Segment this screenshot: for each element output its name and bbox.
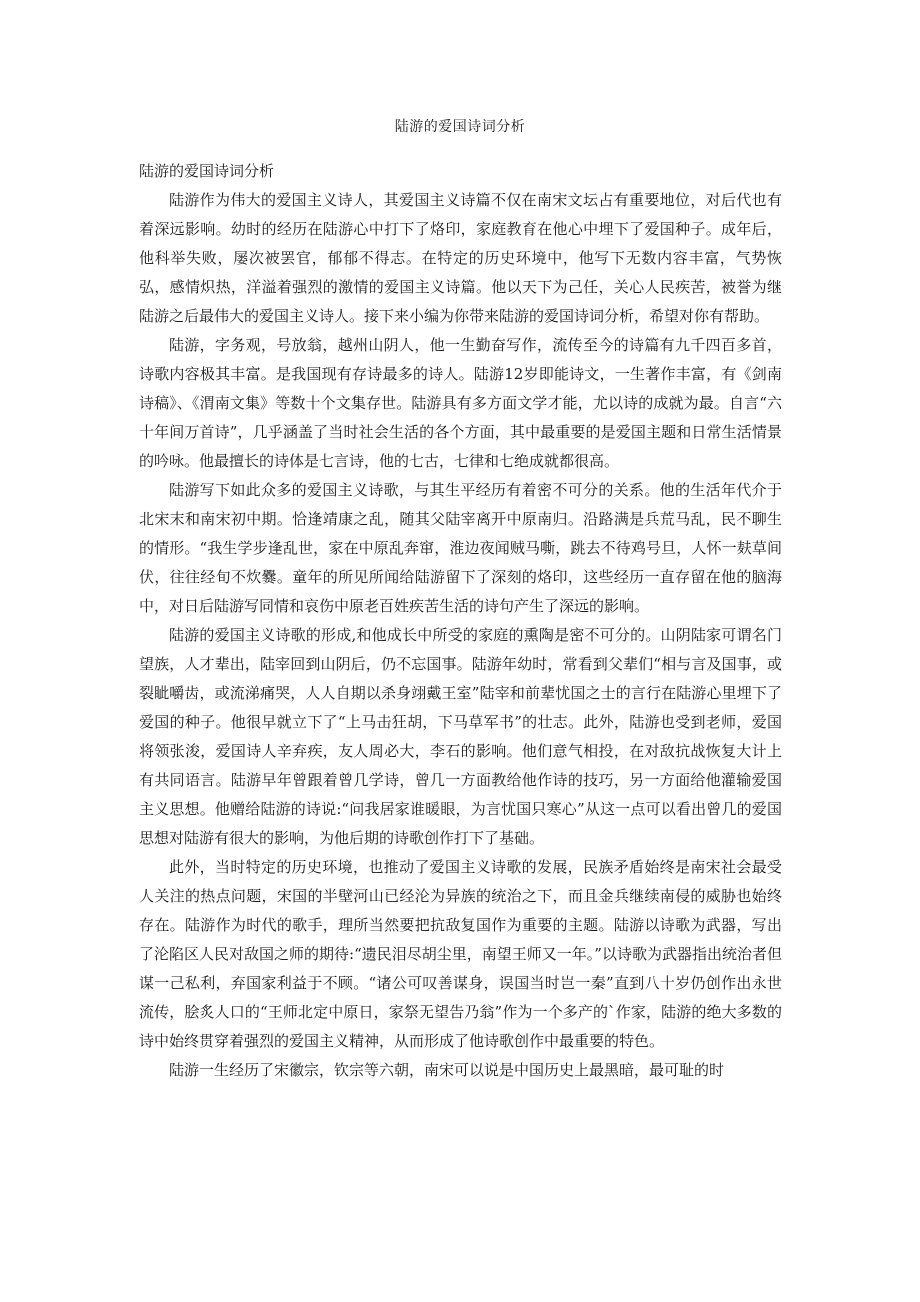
paragraph-3: 陆游写下如此众多的爱国主义诗歌，与其生平经历有着密不可分的关系。他的生活年代介于北宋末和南宋初中期。恰逢靖康之乱，随其父陆宰离开中原南归。沿路满是兵荒马乱，民不聊生的情形。“我生学步逢乱世，家在中原乱奔窜，淮边夜闻贼马嘶，跳去不待鸡号旦，人怀一麸草间伏，往往经旬不炊爨。童年的所见所闻给陆游留下了深刻的烙印，这些经历一直存留在他的脑海中，对日后陆游写同情和哀伤中原老百姓疾苦生活的诗句产生了深远的影响。 [139, 481, 782, 615]
paragraph-6: 陆游一生经历了宋徽宗，钦宗等六朝，南宋可以说是中国历史上最黑暗，最可耻的时 [169, 1061, 725, 1079]
document-subtitle: 陆游的爱国诗词分析 [139, 162, 275, 180]
paragraph-4: 陆游的爱国主义诗歌的形成,和他成长中所受的家庭的熏陶是密不可分的。山阴陆家可谓名门望族，人才辈出，陆宰回到山阴后，仍不忘国事。陆游年幼时，常看到父辈们“相与言及国事，或裂眦嚼齿，或流涕痛哭，人人自期以杀身翊戴王室”陆宰和前辈忧国之士的言行在陆游心里埋下了爱国的种子。他很早就立下了“上马击狂胡，下马草军书”的壮志。此外，陆游也受到老师，爱国将领张浚，爱国诗人辛弃疾，友人周必大，李石的影响。他们意气相投，在对敌抗战恢复大计上有共同语言。陆游早年曾跟着曾几学诗，曾几一方面教给他作诗的技巧，另一方面给他灌输爱国主义思想。他赠给陆游的诗说:“问我居家谁暖眼，为言忧国只寒心”从这一点可以看出曾几的爱国思想对陆游有很大的影响，为他后期的诗歌创作打下了基础。 [139, 626, 782, 847]
paragraph-5: 此外，当时特定的历史环境，也推动了爱国主义诗歌的发展，民族矛盾始终是南宋社会最受人关注的热点问题，宋国的半壁河山已经沦为异族的统治之下，而且金兵继续南侵的威胁也始终存在。陆游作为时代的歌手，理所当然要把抗敌复国作为重要的主题。陆游以诗歌为武器，写出了沦陷区人民对敌国之师的期待:“遗民泪尽胡尘里，南望王师又一年。”以诗歌为武器指出统治者但谋一己私利，弃国家利益于不顾。“诸公可叹善谋身，误国当时岂一秦”直到八十岁仍创作出永世流传，脍炙人口的“王师北定中原日，家祭无望告乃翁”作为一个多产的`作家，陆游的绝大多数的诗中始终贯穿着强烈的爱国主义精神，从而形成了他诗歌创作中最重要的特色。 [139, 858, 782, 1050]
paragraph-2: 陆游，字务观，号放翁，越州山阴人，他一生勤奋写作，流传至今的诗篇有九千四百多首，诗歌内容极其丰富。是我国现有存诗最多的诗人。陆游12岁即能诗文，一生著作丰富，有《剑南诗稿》、《渭南文集》等数十个文集存世。陆游具有多方面文学才能，尤以诗的成就为最。自言“六十年间万首诗”，几乎涵盖了当时社会生活的各个方面，其中最重要的是爱国主题和日常生活情景的吟咏。他最擅长的诗体是七言诗，他的七古，七律和七绝成就都很高。 [139, 336, 782, 470]
paragraph-1: 陆游作为伟大的爱国主义诗人，其爱国主义诗篇不仅在南宋文坛占有重要地位，对后代也有着深远影响。幼时的经历在陆游心中打下了烙印，家庭教育在他心中埋下了爱国种子。成年后，他科举失败，屡次被罢官，郁郁不得志。在特定的历史环境中，他写下无数内容丰富，气势恢弘，感情炽热，洋溢着强烈的激情的爱国主义诗篇。他以天下为己任，关心人民疾苦，被誉为继陆游之后最伟大的爱国主义诗人。接下来小编为你带来陆游的爱国诗词分析，希望对你有帮助。 [139, 191, 782, 325]
document-body [139, 157, 782, 1085]
document-title: 陆游的爱国诗词分析 [394, 119, 526, 135]
